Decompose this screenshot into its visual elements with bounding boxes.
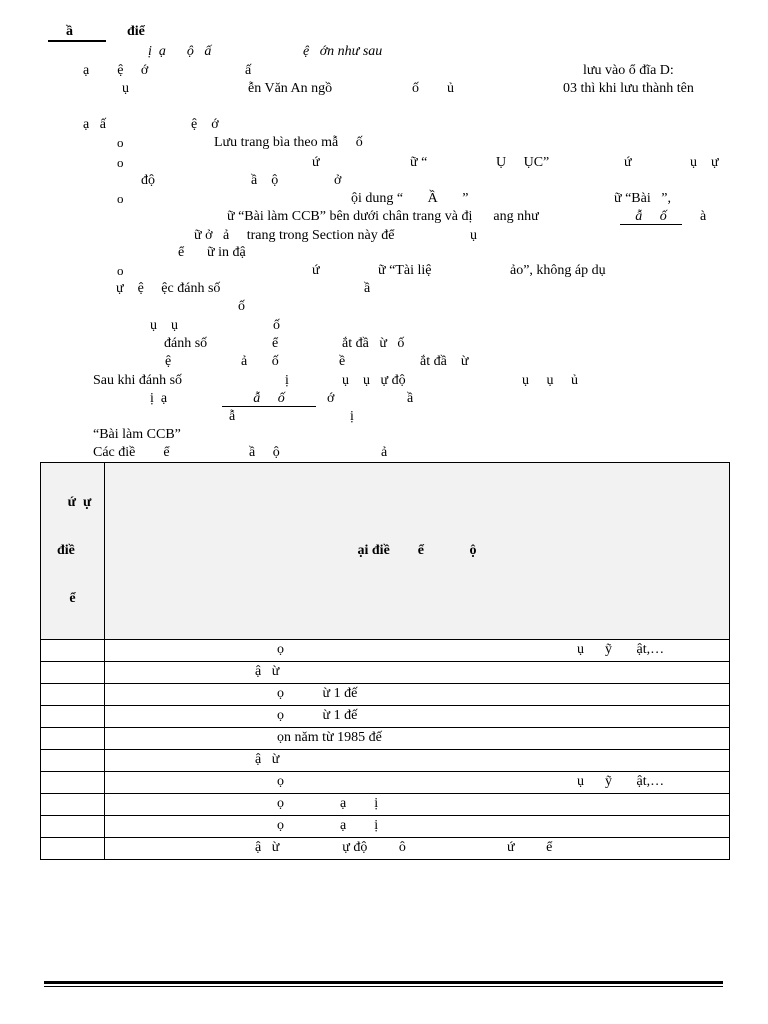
table-cell-desc <box>105 662 730 684</box>
cell-text-right: ụ ỹ ật,… <box>577 642 665 657</box>
bullet-2-text-b: ữ “ <box>410 155 428 170</box>
bullet-2-text-h: ở <box>334 173 342 188</box>
bullet-4-text-b: ữ “Tài liệ <box>378 263 432 278</box>
para-line-4c: ụ ụ ự độ <box>342 373 406 388</box>
footer-rule-thin <box>44 986 723 987</box>
instruction-line-5a: ạ ấ <box>83 117 106 132</box>
table-cell-index <box>41 640 105 662</box>
para-line-5b: ẫ ố <box>222 391 316 407</box>
para-line-2a: đánh số <box>164 336 208 351</box>
para-line-7: “Bài làm CCB” <box>93 427 181 442</box>
table-header-row <box>41 463 730 640</box>
instruction-line-5b: ệ ớ <box>191 117 219 132</box>
table-row <box>41 794 730 816</box>
instruction-line-3b: ấ <box>245 63 252 78</box>
table-cell-desc <box>105 838 730 860</box>
bullet-2-text-d: ứ <box>624 155 632 170</box>
para-line-2b: ể <box>272 336 279 351</box>
bullet-circle-icon: o <box>117 135 124 150</box>
para-line-8b: ầ ộ <box>249 445 280 460</box>
table-row <box>41 772 730 794</box>
para-line-4a: Sau khi đánh số <box>93 373 183 388</box>
bullet-4-text-d: ự ệ ệc đánh số <box>116 281 221 296</box>
table-cell-desc <box>105 706 730 728</box>
bullet-2-text-e: ụ ự <box>690 155 719 170</box>
table-row <box>41 640 730 662</box>
table-cell-index <box>41 706 105 728</box>
cell-text-right: ứ ể <box>507 840 553 855</box>
table-row <box>41 750 730 772</box>
bullet-1-text: Lưu trang bìa theo mẫ ố <box>214 135 363 150</box>
bullet-2-text-c: Ụ ỤC” <box>496 155 550 170</box>
cell-text-right: ụ ỹ ật,… <box>577 774 665 789</box>
table-header-col1 <box>41 463 105 640</box>
conditions-table <box>40 462 730 860</box>
para-line-8a: Các điề ể <box>93 445 170 460</box>
para-line-2c: ắt đầ ừ ố <box>342 336 405 351</box>
bullet-3-text-g: ụ <box>470 228 477 243</box>
bullet-2-text-g: ầ ộ <box>251 173 279 188</box>
heading-text: điể <box>127 24 145 39</box>
table-cell-desc <box>105 772 730 794</box>
cell-text: ọ ừ 1 đế <box>277 708 358 723</box>
para-line-1b: ố <box>273 318 280 333</box>
table-cell-desc <box>105 728 730 750</box>
header-col1-line1: ứ ự <box>67 495 92 510</box>
table-cell-index <box>41 684 105 706</box>
para-line-6b: ị <box>350 409 354 424</box>
bullet-3-text-c: ữ “Bài làm CCB” bên dưới chân trang và đị ang như <box>227 209 539 224</box>
instruction-line-3a: ạ ệ ớ <box>83 63 149 78</box>
instruction-line-3c: lưu vào ổ đĩa D: <box>583 63 674 78</box>
table-cell-index <box>41 838 105 860</box>
cell-text: ọ ạ ị <box>277 818 379 833</box>
header-col1-line2: điề <box>57 543 75 558</box>
cell-text: ậ ừ ự độ ô <box>255 840 406 855</box>
para-line-3d: ắt đầ ừ <box>420 354 469 369</box>
bullet-2-text-a: ứ <box>312 155 320 170</box>
bullet-3-text-e: à <box>700 209 707 224</box>
para-line-4b: ị <box>285 373 289 388</box>
para-line-1a: ụ ụ <box>150 318 178 333</box>
table-row <box>41 706 730 728</box>
bullet-2-text-f: độ <box>141 173 155 188</box>
header-col1-line3: ể <box>69 591 76 606</box>
bullet-4-text-c: ảo”, không áp dụ <box>510 263 606 278</box>
cell-text: ọ <box>277 774 284 789</box>
cell-text: ọ <box>277 642 284 657</box>
bullet-3-text-d: ẫ ố <box>620 209 682 225</box>
bullet-circle-icon: o <box>117 191 124 206</box>
table-cell-index <box>41 816 105 838</box>
para-line-5a: ị ạ <box>150 391 168 406</box>
table-header-col2: ại điề ể ộ <box>105 463 730 640</box>
bullet-4-text-a: ứ <box>312 263 320 278</box>
bullet-3-text-i: ữ in đậ <box>207 245 246 260</box>
instruction-line-4c: ố ủ <box>412 81 454 96</box>
para-line-8c: ả <box>381 445 388 460</box>
table-cell-desc <box>105 794 730 816</box>
table-cell-index <box>41 772 105 794</box>
instruction-line-4b: ễn Văn An ngồ <box>248 81 333 96</box>
para-line-3b: ả ố <box>241 354 279 369</box>
table-row <box>41 816 730 838</box>
table-row <box>41 838 730 860</box>
cell-text: ậ ừ <box>255 752 280 767</box>
instruction-line-2b: ệ ớn như sau <box>303 44 383 59</box>
bullet-3-text-b: ữ “Bài ”, <box>614 191 671 206</box>
bullet-4-text-e: ầ <box>364 281 371 296</box>
table-cell-desc <box>105 684 730 706</box>
cell-text: ọn năm từ 1985 đế <box>277 730 382 745</box>
table-cell-index <box>41 728 105 750</box>
table-row <box>41 662 730 684</box>
para-line-5d: ầ <box>407 391 414 406</box>
table-cell-desc <box>105 640 730 662</box>
table-row <box>41 728 730 750</box>
bullet-3-text-f: ữ ở ả trang trong Section này để <box>194 228 395 243</box>
cell-text: ọ ạ ị <box>277 796 379 811</box>
table-cell-desc <box>105 750 730 772</box>
table-cell-index <box>41 750 105 772</box>
para-line-4d: ụ ụ ủ <box>522 373 578 388</box>
table-cell-desc <box>105 816 730 838</box>
para-line-6a: ẫ <box>229 409 236 424</box>
para-line-3c: ề <box>339 354 346 369</box>
bullet-4-text-f: ố <box>238 299 245 314</box>
table-row <box>41 684 730 706</box>
cell-text: ậ ừ <box>255 664 280 679</box>
para-line-5c: ớ <box>327 391 335 406</box>
para-line-3a: ệ <box>165 354 172 369</box>
bullet-circle-icon: o <box>117 263 124 278</box>
cell-text: ọ ừ 1 đế <box>277 686 358 701</box>
bullet-3-text-a: ội dung “ Ầ ” <box>351 191 469 206</box>
bullet-3-text-h: ể <box>178 245 185 260</box>
footer-rule-thick <box>44 981 723 984</box>
instruction-line-2a: ị ạ ộ ấ <box>148 44 212 59</box>
bullet-circle-icon: o <box>117 155 124 170</box>
instruction-line-4a: ụ <box>122 81 129 96</box>
heading-underlined: ầ <box>48 24 106 42</box>
table-cell-index <box>41 662 105 684</box>
table-cell-index <box>41 794 105 816</box>
instruction-line-4d: 03 thì khi lưu thành tên <box>563 81 694 96</box>
